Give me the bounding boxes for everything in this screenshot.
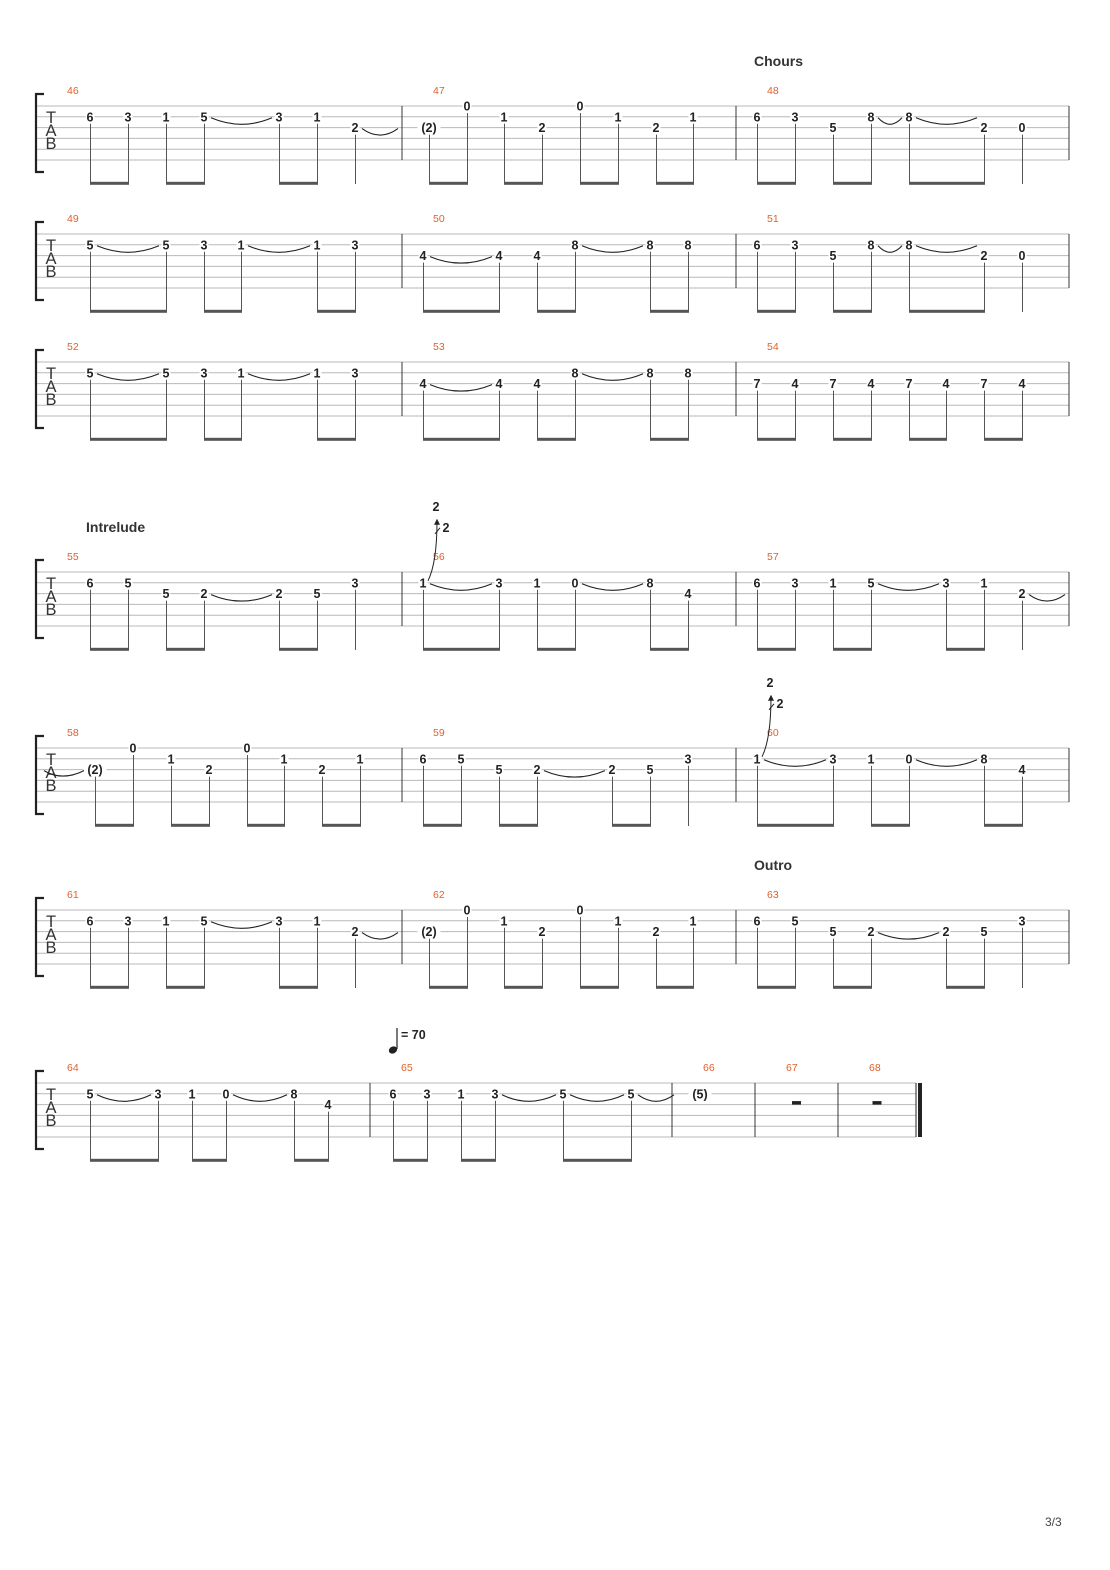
- fret-number: 2: [533, 763, 541, 778]
- fret-number: 0: [1018, 121, 1026, 136]
- tie-arc: [362, 933, 398, 940]
- fret-number: 2: [652, 925, 660, 940]
- fret-number: 1: [980, 576, 988, 591]
- beam: [650, 648, 689, 651]
- beam: [192, 1159, 227, 1162]
- fret-number: 4: [1018, 377, 1026, 392]
- tie-arc: [211, 118, 272, 125]
- beam: [95, 824, 134, 827]
- beam: [279, 648, 318, 651]
- fret-number: 6: [419, 752, 427, 767]
- beam: [90, 1159, 159, 1162]
- beam: [317, 310, 356, 313]
- fret-number: 2: [867, 925, 875, 940]
- beam: [90, 438, 167, 441]
- beam: [656, 182, 694, 185]
- fret-number: 2: [608, 763, 616, 778]
- beam: [580, 182, 619, 185]
- fret-number: 1: [280, 752, 288, 767]
- fret-number: 5: [162, 238, 170, 253]
- beam: [429, 986, 468, 989]
- beam: [650, 310, 689, 313]
- beam: [90, 648, 129, 651]
- tied-fret-number: (2): [87, 763, 103, 778]
- tie-arc: [362, 129, 398, 136]
- fret-number: 7: [753, 377, 761, 392]
- fret-number: 5: [457, 752, 465, 767]
- tie-arc: [582, 374, 643, 381]
- tie-arc: [916, 760, 977, 767]
- tie-arc: [211, 595, 272, 602]
- fret-number: 1: [188, 1087, 196, 1102]
- fret-number: 2: [942, 925, 950, 940]
- beam: [757, 310, 796, 313]
- beam: [757, 648, 796, 651]
- bar-number: 66: [703, 1062, 715, 1074]
- tie-arc: [430, 584, 492, 591]
- fret-number: 1: [162, 110, 170, 125]
- fret-number: 8: [646, 238, 654, 253]
- beam: [461, 1159, 496, 1162]
- fret-number: 0: [571, 576, 579, 591]
- tie-arc: [97, 246, 159, 252]
- bar-number: 59: [433, 727, 445, 739]
- tab-clef-letter: T: [45, 1086, 57, 1104]
- fret-number: 5: [86, 1087, 94, 1102]
- bend-arrow-icon: [434, 519, 440, 525]
- beam: [279, 986, 318, 989]
- beam: [537, 438, 576, 441]
- fret-number: 1: [356, 752, 364, 767]
- fret-number: 1: [614, 914, 622, 929]
- fret-number: 3: [829, 752, 837, 767]
- fret-number: 0: [463, 903, 471, 918]
- beam: [537, 310, 576, 313]
- fret-number: 4: [684, 587, 692, 602]
- tie-arc: [233, 1095, 287, 1102]
- fret-number: 8: [571, 366, 579, 381]
- bar-number: 56: [433, 551, 445, 563]
- bar-number: 49: [67, 213, 79, 225]
- tab-clef-letter: T: [45, 575, 57, 593]
- tab-clef-letter: A: [45, 250, 57, 268]
- bar-number: 65: [401, 1062, 413, 1074]
- beam: [871, 824, 910, 827]
- fret-number: 6: [86, 110, 94, 125]
- beam: [166, 182, 205, 185]
- fret-number: 5: [791, 914, 799, 929]
- tab-clef-letter: B: [45, 777, 57, 795]
- bar-number: 54: [767, 341, 779, 353]
- half-rest-icon: [792, 1101, 801, 1105]
- tie-arc: [544, 771, 605, 778]
- beam: [537, 648, 576, 651]
- fret-number: 4: [533, 249, 541, 264]
- fret-number: 3: [684, 752, 692, 767]
- beam: [322, 824, 361, 827]
- bar-number: 50: [433, 213, 445, 225]
- beam: [757, 182, 796, 185]
- fret-number: 0: [222, 1087, 230, 1102]
- fret-number: 8: [571, 238, 579, 253]
- beam: [563, 1159, 632, 1162]
- fret-number: 8: [684, 238, 692, 253]
- fret-number: 1: [313, 914, 321, 929]
- tie-arc: [878, 584, 939, 591]
- tie-arc: [916, 246, 977, 252]
- beam: [247, 824, 285, 827]
- tab-clef-letter: T: [45, 237, 57, 255]
- tied-fret-number: (5): [692, 1087, 708, 1102]
- bend-amount: 2: [766, 675, 774, 690]
- bar-number: 55: [67, 551, 79, 563]
- beam: [757, 438, 796, 441]
- fret-number: 5: [980, 925, 988, 940]
- fret-number: 3: [495, 576, 503, 591]
- fret-number: 5: [162, 587, 170, 602]
- fret-number: 4: [495, 249, 503, 264]
- fret-number: 1: [419, 576, 427, 591]
- bar-number: 46: [67, 85, 79, 97]
- tab-clef-letter: T: [45, 365, 57, 383]
- tie-arc: [97, 1095, 151, 1102]
- fret-number: 6: [753, 238, 761, 253]
- beam: [423, 310, 500, 313]
- beam: [909, 182, 985, 185]
- tied-fret-number: (2): [421, 121, 437, 136]
- fret-number: 3: [124, 914, 132, 929]
- fret-number: 2: [652, 121, 660, 136]
- tab-clef-letter: T: [45, 751, 57, 769]
- beam: [833, 986, 872, 989]
- tie-arc: [916, 118, 977, 125]
- fret-number: 2: [205, 763, 213, 778]
- beam: [946, 986, 985, 989]
- fret-number: 5: [829, 249, 837, 264]
- fret-number: 4: [419, 377, 427, 392]
- beam: [423, 824, 462, 827]
- release-tick: [769, 704, 774, 710]
- bar-number: 60: [767, 727, 779, 739]
- fret-number: 2: [538, 925, 546, 940]
- beam: [279, 182, 318, 185]
- fret-number: 5: [200, 914, 208, 929]
- fret-number: 3: [275, 914, 283, 929]
- beam: [757, 824, 834, 827]
- fret-number: 3: [423, 1087, 431, 1102]
- tab-clef-letter: A: [45, 122, 57, 140]
- beam: [909, 438, 947, 441]
- fret-number: 5: [829, 925, 837, 940]
- fret-number: 0: [905, 752, 913, 767]
- fret-number: 1: [689, 110, 697, 125]
- fret-number: 6: [753, 110, 761, 125]
- fret-number: 3: [1018, 914, 1026, 929]
- beam: [833, 310, 872, 313]
- final-barline: [918, 1083, 922, 1137]
- fret-number: 6: [753, 576, 761, 591]
- fret-number: 3: [491, 1087, 499, 1102]
- beam: [429, 182, 468, 185]
- tab-clef-letter: A: [45, 1099, 57, 1117]
- beam: [393, 1159, 428, 1162]
- fret-number: 5: [495, 763, 503, 778]
- fret-number: 2: [1018, 587, 1026, 602]
- beam: [580, 986, 619, 989]
- fret-number: 2: [538, 121, 546, 136]
- fret-number: 4: [942, 377, 950, 392]
- bar-number: 64: [67, 1062, 79, 1074]
- beam: [984, 824, 1023, 827]
- bar-number: 53: [433, 341, 445, 353]
- bend-release-amount: 2: [776, 696, 784, 711]
- tie-arc: [582, 246, 643, 252]
- bar-number: 67: [786, 1062, 798, 1074]
- beam: [656, 986, 694, 989]
- fret-number: 5: [86, 366, 94, 381]
- tie-arc: [582, 584, 643, 591]
- fret-number: 0: [576, 99, 584, 114]
- tie-arc: [878, 246, 902, 252]
- tab-clef-letter: B: [45, 1112, 57, 1130]
- fret-number: 4: [791, 377, 799, 392]
- fret-number: 5: [124, 576, 132, 591]
- fret-number: 1: [313, 110, 321, 125]
- fret-number: 1: [533, 576, 541, 591]
- fret-number: 8: [905, 110, 913, 125]
- fret-number: 8: [867, 238, 875, 253]
- fret-number: 7: [905, 377, 913, 392]
- fret-number: 3: [351, 238, 359, 253]
- beam: [171, 824, 210, 827]
- fret-number: 5: [559, 1087, 567, 1102]
- fret-number: 1: [237, 238, 245, 253]
- fret-number: 1: [500, 914, 508, 929]
- bar-number: 47: [433, 85, 445, 97]
- page-number: 3/3: [1045, 1515, 1062, 1529]
- fret-number: 2: [351, 925, 359, 940]
- fret-number: 6: [389, 1087, 397, 1102]
- fret-number: 1: [457, 1087, 465, 1102]
- fret-number: 7: [829, 377, 837, 392]
- bar-number: 58: [67, 727, 79, 739]
- tie-arc: [502, 1095, 556, 1102]
- fret-number: 1: [753, 752, 761, 767]
- fret-number: 1: [500, 110, 508, 125]
- beam: [90, 310, 167, 313]
- fret-number: 8: [646, 576, 654, 591]
- fret-number: 1: [313, 238, 321, 253]
- beam: [204, 438, 242, 441]
- fret-number: 2: [980, 249, 988, 264]
- tie-arc: [248, 374, 310, 381]
- fret-number: 3: [275, 110, 283, 125]
- fret-number: 3: [351, 366, 359, 381]
- tab-clef-letter: T: [45, 109, 57, 127]
- fret-number: 2: [980, 121, 988, 136]
- bar-number: 48: [767, 85, 779, 97]
- fret-number: 1: [867, 752, 875, 767]
- tab-clef-letter: B: [45, 263, 57, 281]
- fret-number: 5: [200, 110, 208, 125]
- bar-number: 52: [67, 341, 79, 353]
- bend-arrow-icon: [768, 695, 774, 701]
- beam: [90, 182, 129, 185]
- fret-number: 5: [86, 238, 94, 253]
- fret-number: 5: [867, 576, 875, 591]
- tie-arc: [764, 760, 826, 767]
- bar-number: 57: [767, 551, 779, 563]
- tie-arc: [1029, 595, 1065, 602]
- fret-number: 8: [646, 366, 654, 381]
- bar-number: 63: [767, 889, 779, 901]
- fret-number: 2: [275, 587, 283, 602]
- beam: [423, 648, 500, 651]
- fret-number: 2: [351, 121, 359, 136]
- fret-number: 1: [689, 914, 697, 929]
- tie-arc: [878, 118, 902, 125]
- fret-number: 2: [200, 587, 208, 602]
- tie-arc: [570, 1095, 624, 1102]
- tab-clef-letter: B: [45, 601, 57, 619]
- tab-clef-letter: A: [45, 378, 57, 396]
- beam: [423, 438, 500, 441]
- fret-number: 3: [942, 576, 950, 591]
- fret-number: 3: [154, 1087, 162, 1102]
- fret-number: 5: [646, 763, 654, 778]
- section-label: Intrelude: [86, 519, 146, 535]
- fret-number: 3: [791, 110, 799, 125]
- fret-number: 4: [1018, 763, 1026, 778]
- beam: [757, 986, 796, 989]
- beam: [612, 824, 651, 827]
- fret-number: 0: [576, 903, 584, 918]
- fret-number: 5: [829, 121, 837, 136]
- fret-number: 4: [867, 377, 875, 392]
- beam: [946, 648, 985, 651]
- tie-arc: [430, 385, 492, 392]
- section-label: Chours: [754, 53, 803, 69]
- tied-fret-number: (2): [421, 925, 437, 940]
- fret-number: 8: [905, 238, 913, 253]
- tab-clef-letter: B: [45, 391, 57, 409]
- bend-amount: 2: [432, 499, 440, 514]
- beam: [90, 986, 129, 989]
- fret-number: 4: [419, 249, 427, 264]
- bar-number: 61: [67, 889, 79, 901]
- fret-number: 1: [237, 366, 245, 381]
- fret-number: 1: [167, 752, 175, 767]
- fret-number: 3: [791, 576, 799, 591]
- tab-clef-letter: A: [45, 926, 57, 944]
- fret-number: 4: [533, 377, 541, 392]
- fret-number: 3: [200, 366, 208, 381]
- tie-arc: [211, 922, 272, 929]
- beam: [499, 824, 538, 827]
- beam: [650, 438, 689, 441]
- fret-number: 3: [200, 238, 208, 253]
- tie-arc: [638, 1095, 674, 1102]
- tab-clef-letter: A: [45, 588, 57, 606]
- fret-number: 6: [753, 914, 761, 929]
- beam: [504, 182, 543, 185]
- tie-arc: [878, 933, 939, 940]
- beam: [204, 310, 242, 313]
- fret-number: 7: [980, 377, 988, 392]
- bar-number: 68: [869, 1062, 881, 1074]
- tab-clef-letter: B: [45, 135, 57, 153]
- fret-number: 0: [129, 741, 137, 756]
- fret-number: 5: [627, 1087, 635, 1102]
- tie-arc: [430, 257, 492, 264]
- beam: [166, 986, 205, 989]
- beam: [166, 648, 205, 651]
- fret-number: 6: [86, 576, 94, 591]
- fret-number: 4: [324, 1098, 332, 1113]
- tie-arc: [97, 374, 159, 381]
- bar-number: 62: [433, 889, 445, 901]
- fret-number: 1: [614, 110, 622, 125]
- fret-number: 1: [162, 914, 170, 929]
- bend-release-amount: 2: [442, 520, 450, 535]
- beam: [833, 182, 872, 185]
- fret-number: 4: [495, 377, 503, 392]
- bar-number: 51: [767, 213, 779, 225]
- fret-number: 5: [313, 587, 321, 602]
- fret-number: 0: [1018, 249, 1026, 264]
- beam: [909, 310, 985, 313]
- fret-number: 6: [86, 914, 94, 929]
- beam: [504, 986, 543, 989]
- beam: [833, 438, 872, 441]
- beam: [317, 438, 356, 441]
- fret-number: 8: [290, 1087, 298, 1102]
- beam: [833, 648, 872, 651]
- fret-number: 8: [684, 366, 692, 381]
- fret-number: 5: [162, 366, 170, 381]
- half-rest-icon: [873, 1101, 882, 1105]
- release-tick: [435, 528, 440, 534]
- fret-number: 1: [829, 576, 837, 591]
- fret-number: 0: [463, 99, 471, 114]
- tab-clef-letter: A: [45, 764, 57, 782]
- fret-number: 3: [791, 238, 799, 253]
- fret-number: 2: [318, 763, 326, 778]
- fret-number: 1: [313, 366, 321, 381]
- beam: [294, 1159, 329, 1162]
- tab-clef-letter: T: [45, 913, 57, 931]
- tie-arc: [248, 246, 310, 252]
- fret-number: 8: [867, 110, 875, 125]
- tempo-mark: = 70: [401, 1028, 426, 1042]
- fret-number: 3: [124, 110, 132, 125]
- tab-clef-letter: B: [45, 939, 57, 957]
- fret-number: 0: [243, 741, 251, 756]
- section-label: Outro: [754, 857, 793, 873]
- fret-number: 8: [980, 752, 988, 767]
- fret-number: 3: [351, 576, 359, 591]
- beam: [984, 438, 1023, 441]
